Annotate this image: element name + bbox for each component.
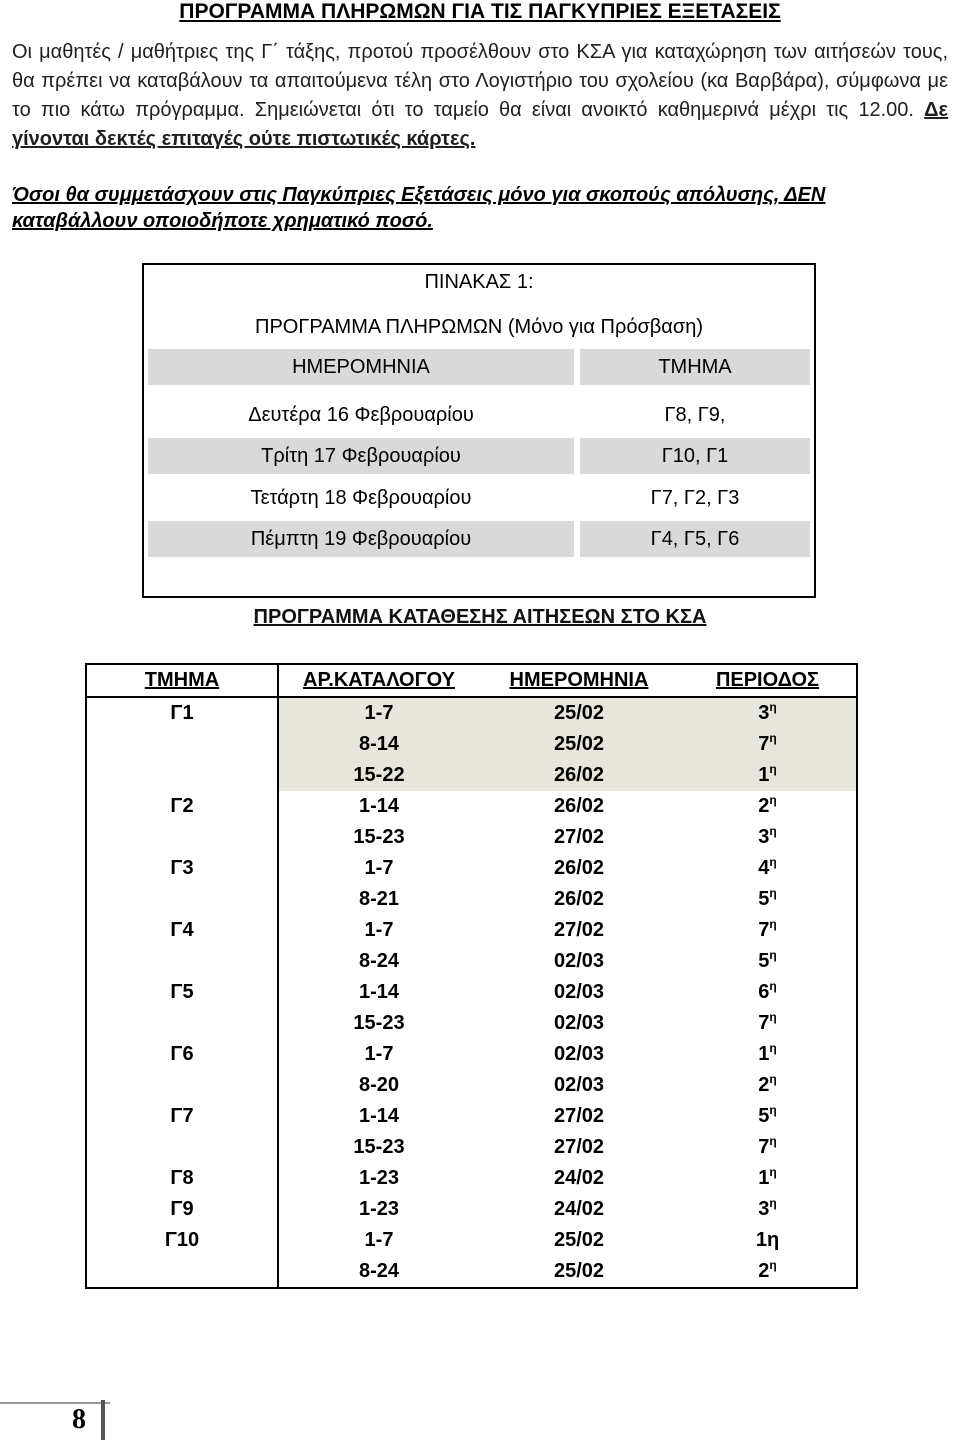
period-suffix: η	[769, 762, 777, 776]
table2-period	[679, 822, 857, 853]
table2-period	[679, 1070, 857, 1101]
table2-date: 02/03	[553, 981, 605, 1003]
table2-date: 25/02	[479, 697, 679, 729]
table1-class: Γ4, Γ5, Γ6	[580, 521, 810, 557]
period-suffix: η	[769, 1134, 777, 1148]
table2-header-class: ΤΜΗΜΑ	[86, 664, 278, 697]
table2-class: Γ1	[86, 697, 278, 729]
period-number: 3	[758, 702, 770, 724]
table2-class	[86, 1070, 278, 1101]
period-number: 3	[758, 1198, 770, 1220]
table2-period	[679, 915, 857, 946]
period-number: 2	[758, 1074, 770, 1096]
table2-class	[86, 1008, 278, 1039]
table2-class	[86, 946, 278, 977]
table2-row	[86, 946, 857, 977]
table2-list-range: 1-7	[364, 857, 394, 879]
period-suffix: η	[769, 731, 777, 745]
table2-date: 26/02	[479, 760, 679, 791]
period-suffix: η	[769, 886, 777, 900]
intro-paragraph	[12, 38, 948, 154]
table2-class: Γ2	[86, 791, 278, 822]
period-suffix: η	[769, 1196, 777, 1210]
table2-row	[86, 1039, 857, 1070]
table2-period	[679, 760, 857, 791]
table2-header-row	[86, 664, 857, 697]
page-number: 8	[72, 1404, 86, 1435]
table2-class: Γ4	[86, 915, 278, 946]
period-number: 7	[758, 1136, 770, 1158]
table2-list-range: 8-14	[278, 729, 479, 760]
table1-row	[148, 397, 810, 433]
table2-class	[86, 760, 278, 791]
table2-list-range: 1-23	[358, 1198, 400, 1220]
table1-subtitle-row	[148, 309, 810, 345]
table2-row	[86, 822, 857, 853]
period-number: 7	[758, 733, 770, 755]
table2-class: Γ6	[86, 1039, 278, 1070]
table2-list-range: 1-14	[358, 795, 400, 817]
table2-body	[86, 697, 857, 1288]
table2-period	[679, 1101, 857, 1132]
table2-list-range: 8-21	[358, 888, 400, 910]
period-suffix: η	[769, 700, 777, 714]
period-suffix: η	[769, 948, 777, 962]
table2-period	[679, 1039, 857, 1070]
period-suffix: η	[769, 1165, 777, 1179]
table1-class: Γ10, Γ1	[580, 438, 810, 474]
table2-row	[86, 760, 857, 791]
table2-date: 24/02	[553, 1167, 605, 1189]
table2-row	[86, 697, 857, 729]
table1-class: Γ7, Γ2, Γ3	[650, 487, 740, 509]
table2-row	[86, 1194, 857, 1225]
table2-class: Γ7	[86, 1101, 278, 1132]
table1-empty-cell	[148, 561, 574, 597]
intro-emphasis: Δε γίνονται δεκτές επιταγές ούτε πιστωτικές κάρτες.	[12, 99, 948, 150]
table2-date: 27/02	[553, 1136, 605, 1158]
table2-class	[86, 1132, 278, 1163]
table2-date: 27/02	[553, 1105, 605, 1127]
period-number: 4	[758, 857, 770, 879]
period-number: 7	[758, 919, 770, 941]
table2-date: 26/02	[553, 888, 605, 910]
table2-date: 26/02	[553, 857, 605, 879]
period-number: 1	[758, 1043, 770, 1065]
table1-row	[148, 480, 810, 516]
table2-list-range: 8-20	[358, 1074, 400, 1096]
table1-date: Τρίτη 17 Φεβρουαρίου	[148, 438, 574, 474]
table1-caption: ΠΙΝΑΚΑΣ 1:	[424, 271, 534, 293]
table2-list-range: 8-24	[358, 950, 400, 972]
table2-list-range: 8-24	[278, 1256, 479, 1288]
table2-list-range: 15-22	[278, 760, 479, 791]
table2-period	[679, 853, 857, 884]
period-number: 2	[758, 795, 770, 817]
table2-period	[679, 946, 857, 977]
table2-list-range: 1-7	[364, 1229, 394, 1251]
period-number: 7	[758, 1012, 770, 1034]
period-number: 3	[758, 826, 770, 848]
table2-class	[86, 729, 278, 760]
table2-class	[86, 822, 278, 853]
table2-period	[679, 1132, 857, 1163]
page-number-bar	[101, 1400, 105, 1440]
table2-list-range: 1-14	[358, 1105, 400, 1127]
table1-empty-cell	[580, 561, 810, 597]
period-suffix: η	[769, 824, 777, 838]
table2-period	[679, 1163, 857, 1194]
table2-class: Γ5	[86, 977, 278, 1008]
table2-row	[86, 1163, 857, 1194]
table2-date: 27/02	[553, 826, 605, 848]
period-number: 1	[758, 1167, 770, 1189]
period-suffix: η	[769, 855, 777, 869]
table2-row	[86, 729, 857, 760]
table2-row	[86, 1256, 857, 1288]
table2-class: Γ3	[86, 853, 278, 884]
period-number: 5	[758, 950, 770, 972]
table2-list-range: 15-23	[353, 826, 405, 848]
table2-date: 02/03	[553, 1074, 605, 1096]
table2-list-range: 1-14	[358, 981, 400, 1003]
table2-date: 02/03	[553, 950, 605, 972]
table2-class	[86, 1256, 278, 1288]
table2-list-range: 1-7	[364, 1043, 394, 1065]
table2-row	[86, 1225, 857, 1256]
table2-period	[679, 1008, 857, 1039]
table2-class: Γ8	[86, 1163, 278, 1194]
period-number: 5	[758, 888, 770, 910]
table2-period	[679, 1256, 857, 1288]
table2-date: 25/02	[479, 1256, 679, 1288]
table2-period	[679, 884, 857, 915]
table1-header-class: ΤΜΗΜΑ	[580, 349, 810, 385]
table2-period	[679, 697, 857, 729]
table1-empty-row	[148, 561, 810, 597]
exemption-notice: Όσοι θα συμμετάσχουν στις Παγκύπριες Εξετάσεις μόνο για σκοπούς απόλυσης, ΔΕΝ καταβάλλουν οποιοδήποτε χρηματικό ποσό.	[12, 184, 826, 232]
table2-header-list: ΑΡ.ΚΑΤΑΛΟΓΟΥ	[303, 669, 455, 691]
footer-divider	[0, 1402, 110, 1404]
table1-header-date: ΗΜΕΡΟΜΗΝΙΑ	[148, 349, 574, 385]
table1-header-row	[148, 349, 810, 385]
period-number: 6	[758, 981, 770, 1003]
table2-period	[679, 1194, 857, 1225]
period-number: 1η	[755, 1229, 780, 1251]
period-suffix: η	[769, 1041, 777, 1055]
period-suffix: η	[769, 917, 777, 931]
period-number: 1	[758, 764, 770, 786]
period-suffix: η	[769, 979, 777, 993]
table2-row	[86, 977, 857, 1008]
table2-header-period: ΠΕΡΙΟΔΟΣ	[679, 664, 857, 697]
table2-date: 25/02	[553, 1229, 605, 1251]
period-number: 5	[758, 1105, 770, 1127]
table2-class: Γ9	[86, 1194, 278, 1225]
period-suffix: η	[769, 1072, 777, 1086]
period-suffix: η	[769, 793, 777, 807]
table2-period	[679, 791, 857, 822]
table2-class: Γ10	[86, 1225, 278, 1256]
table2-list-range: 15-23	[353, 1012, 405, 1034]
table2-list-range: 15-23	[353, 1136, 405, 1158]
table2-row	[86, 915, 857, 946]
table2-date: 25/02	[479, 729, 679, 760]
table2-period	[679, 977, 857, 1008]
table2-row	[86, 853, 857, 884]
table1-subtitle: ΠΡΟΓΡΑΜΜΑ ΠΛΗΡΩΜΩΝ (Μόνο για Πρόσβαση)	[255, 316, 703, 338]
intro-text: Οι μαθητές / μαθήτριες της Γ΄ τάξης, προτού προσέλθουν στο ΚΣΑ για καταχώρηση των αιτήσεών τους, θα πρέπει να καταβάλουν τα απαιτούμενα τέλη στο Λογιστήριο του σχολείου (κα Βαρβάρα), σύμφωνα με το πιο κάτω πρόγραμμα. Σημειώνεται ότι το ταμείο θα είναι ανοικτό καθημερινά μέχρι τις 12.00.	[12, 41, 948, 121]
table2-class	[86, 884, 278, 915]
submission-schedule-table	[85, 663, 858, 1289]
table2-row	[86, 791, 857, 822]
table2-date: 02/03	[553, 1043, 605, 1065]
table2-period	[679, 729, 857, 760]
period-number: 2	[758, 1260, 770, 1282]
page-title: ΠΡΟΓΡΑΜΜΑ ΠΛΗΡΩΜΩΝ ΓΙΑ ΤΙΣ ΠΑΓΚΥΠΡΙΕΣ ΕΞΕΤΑΣΕΙΣ	[179, 0, 781, 23]
period-suffix: η	[769, 1258, 777, 1272]
table1-date: Πέμπτη 19 Φεβρουαρίου	[148, 521, 574, 557]
table2-row	[86, 1070, 857, 1101]
payment-schedule-table	[142, 263, 816, 598]
table2-date: 24/02	[553, 1198, 605, 1220]
table1-date: Τετάρτη 18 Φεβρουαρίου	[250, 487, 472, 509]
table2-row	[86, 1008, 857, 1039]
table1-row	[148, 521, 810, 557]
table2-row	[86, 884, 857, 915]
table2-list-range: 1-23	[358, 1167, 400, 1189]
table1-row	[148, 438, 810, 474]
period-suffix: η	[769, 1010, 777, 1024]
table2-period	[679, 1225, 857, 1256]
table2-date: 27/02	[553, 919, 605, 941]
table2-row	[86, 1132, 857, 1163]
table1-date: Δευτέρα 16 Φεβρουαρίου	[248, 404, 474, 426]
table1-class: Γ8, Γ9,	[664, 404, 726, 426]
table2-row	[86, 1101, 857, 1132]
table2-list-range: 1-7	[278, 697, 479, 729]
table2-list-range: 1-7	[364, 919, 394, 941]
submission-schedule-title: ΠΡΟΓΡΑΜΜΑ ΚΑΤΑΘΕΣΗΣ ΑΙΤΗΣΕΩΝ ΣΤΟ ΚΣΑ	[253, 606, 707, 628]
table2-date: 26/02	[553, 795, 605, 817]
table2-header-date: ΗΜΕΡΟΜΗΝΙΑ	[509, 669, 649, 691]
period-suffix: η	[769, 1103, 777, 1117]
table2-date: 02/03	[553, 1012, 605, 1034]
